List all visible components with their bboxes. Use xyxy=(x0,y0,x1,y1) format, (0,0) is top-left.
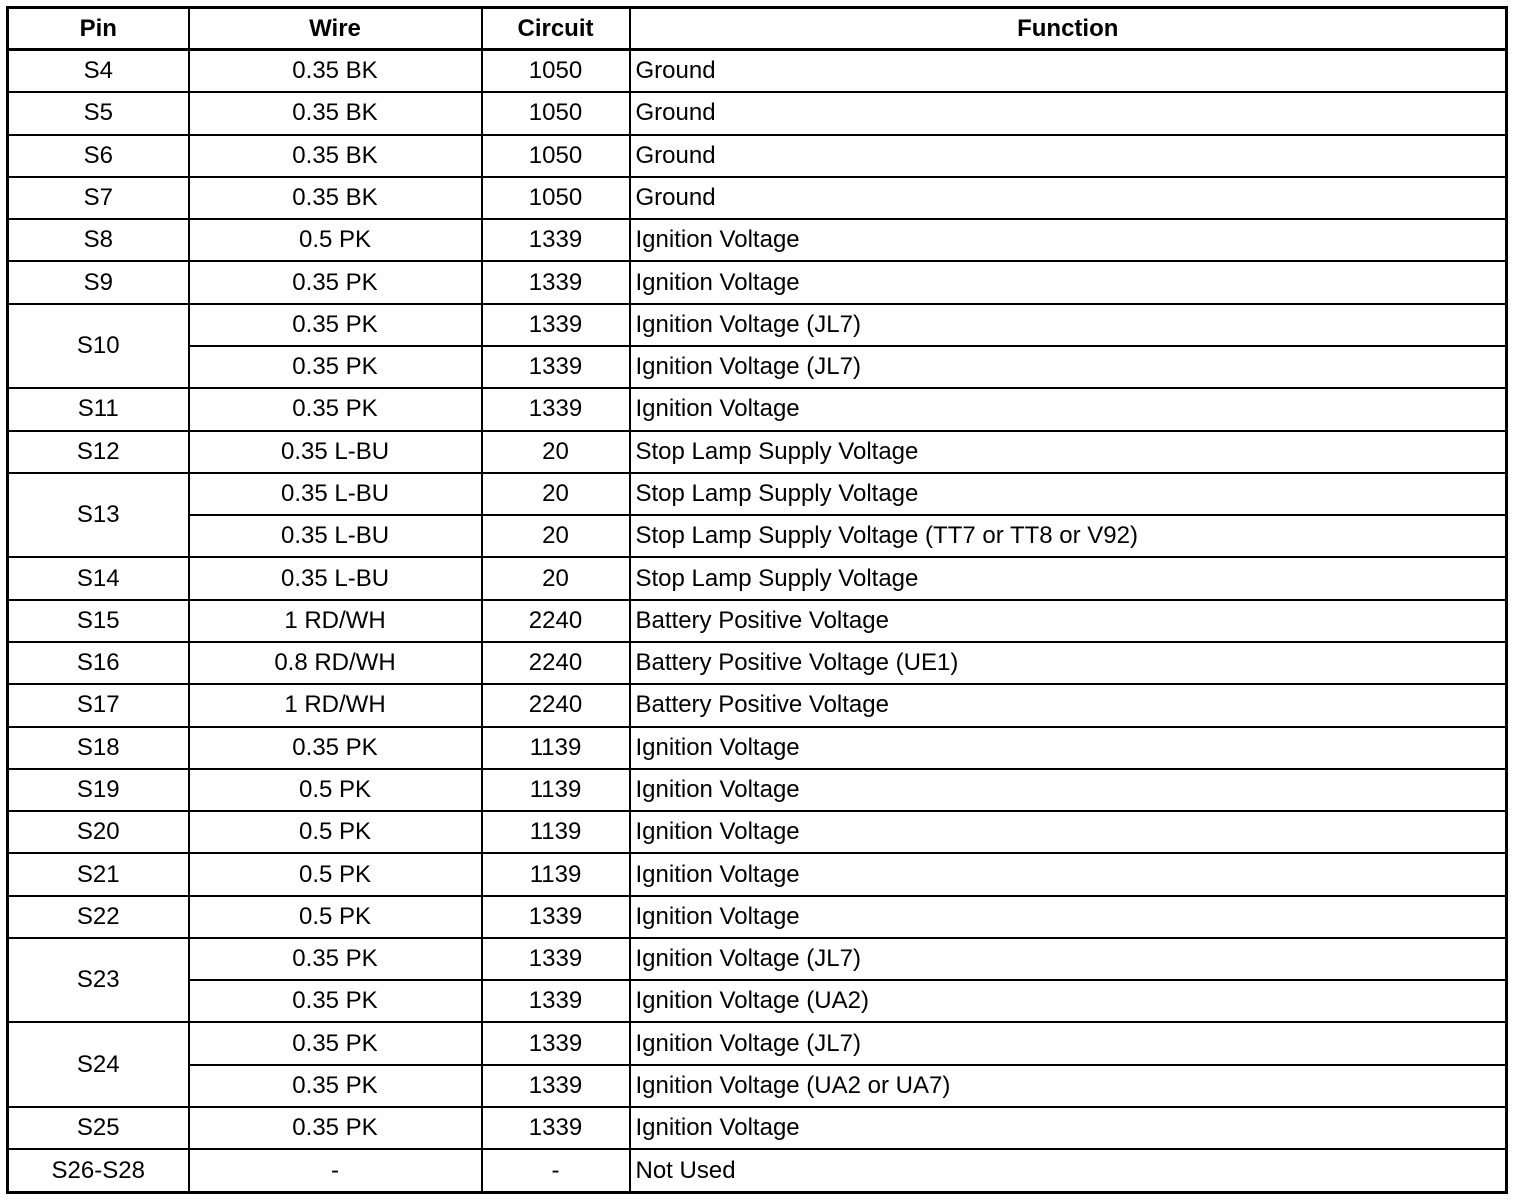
table-row xyxy=(8,642,1507,684)
table-row xyxy=(8,980,1507,1022)
wire-cell: 0.35 PK xyxy=(189,346,482,388)
circuit-cell: 2240 xyxy=(482,642,630,684)
table-row xyxy=(8,896,1507,938)
wire-cell: 0.35 BK xyxy=(189,135,482,177)
pin-cell: S5 xyxy=(8,92,189,134)
table-row xyxy=(8,388,1507,430)
function-cell: Not Used xyxy=(630,1149,1507,1192)
wire-cell: 0.5 PK xyxy=(189,811,482,853)
pin-cell: S7 xyxy=(8,177,189,219)
table-row xyxy=(8,684,1507,726)
table-row xyxy=(8,50,1507,93)
wire-cell: 0.35 PK xyxy=(189,1022,482,1064)
pin-cell: S11 xyxy=(8,388,189,430)
wire-cell: 0.35 PK xyxy=(189,304,482,346)
circuit-cell: 1339 xyxy=(482,388,630,430)
function-cell: Battery Positive Voltage (UE1) xyxy=(630,642,1507,684)
table-row xyxy=(8,811,1507,853)
table-row xyxy=(8,431,1507,473)
wire-cell: 0.35 L-BU xyxy=(189,557,482,599)
pin-cell: S13 xyxy=(8,473,189,558)
circuit-cell: 20 xyxy=(482,515,630,557)
function-cell: Stop Lamp Supply Voltage xyxy=(630,557,1507,599)
circuit-cell: 20 xyxy=(482,557,630,599)
pin-cell: S22 xyxy=(8,896,189,938)
circuit-cell: 1139 xyxy=(482,853,630,895)
function-cell: Ignition Voltage (JL7) xyxy=(630,938,1507,980)
table-row xyxy=(8,769,1507,811)
circuit-cell: 20 xyxy=(482,473,630,515)
wire-cell: 0.35 PK xyxy=(189,1065,482,1107)
function-cell: Battery Positive Voltage xyxy=(630,684,1507,726)
circuit-cell: 1139 xyxy=(482,811,630,853)
function-cell: Stop Lamp Supply Voltage (TT7 or TT8 or V92) xyxy=(630,515,1507,557)
wire-cell: 1 RD/WH xyxy=(189,684,482,726)
pin-cell: S21 xyxy=(8,853,189,895)
wire-cell: 0.35 PK xyxy=(189,727,482,769)
header-wire: Wire xyxy=(189,8,482,50)
function-cell: Ignition Voltage (UA2) xyxy=(630,980,1507,1022)
wire-cell: 0.35 L-BU xyxy=(189,473,482,515)
circuit-cell: 1339 xyxy=(482,938,630,980)
function-cell: Ignition Voltage (JL7) xyxy=(630,346,1507,388)
table-row xyxy=(8,346,1507,388)
function-cell: Ignition Voltage xyxy=(630,388,1507,430)
table-row xyxy=(8,515,1507,557)
table-row xyxy=(8,135,1507,177)
table-row xyxy=(8,304,1507,346)
pin-cell: S8 xyxy=(8,219,189,261)
circuit-cell: 1339 xyxy=(482,1022,630,1064)
wire-cell: 0.35 BK xyxy=(189,50,482,93)
wire-cell: 0.5 PK xyxy=(189,769,482,811)
connector-pinout-table xyxy=(6,6,1508,1194)
circuit-cell: 1050 xyxy=(482,50,630,93)
function-cell: Ignition Voltage xyxy=(630,219,1507,261)
pin-cell: S24 xyxy=(8,1022,189,1107)
wire-cell: - xyxy=(189,1149,482,1192)
table-row xyxy=(8,1149,1507,1192)
function-cell: Ground xyxy=(630,177,1507,219)
function-cell: Ignition Voltage xyxy=(630,853,1507,895)
wire-cell: 0.35 L-BU xyxy=(189,515,482,557)
circuit-cell: 1339 xyxy=(482,1065,630,1107)
circuit-cell: 20 xyxy=(482,431,630,473)
pin-cell: S17 xyxy=(8,684,189,726)
circuit-cell: 2240 xyxy=(482,684,630,726)
pin-cell: S10 xyxy=(8,304,189,389)
function-cell: Ground xyxy=(630,50,1507,93)
pin-cell: S16 xyxy=(8,642,189,684)
function-cell: Ignition Voltage xyxy=(630,1107,1507,1149)
circuit-cell: 1339 xyxy=(482,219,630,261)
wire-cell: 0.35 PK xyxy=(189,980,482,1022)
header-pin: Pin xyxy=(8,8,189,50)
wire-cell: 0.5 PK xyxy=(189,219,482,261)
table-row xyxy=(8,600,1507,642)
circuit-cell: 1339 xyxy=(482,346,630,388)
wire-cell: 0.35 BK xyxy=(189,92,482,134)
table-row xyxy=(8,1065,1507,1107)
wire-cell: 0.8 RD/WH xyxy=(189,642,482,684)
function-cell: Stop Lamp Supply Voltage xyxy=(630,473,1507,515)
wire-cell: 0.35 L-BU xyxy=(189,431,482,473)
pin-cell: S18 xyxy=(8,727,189,769)
circuit-cell: 1339 xyxy=(482,304,630,346)
circuit-cell: 1050 xyxy=(482,177,630,219)
table-body xyxy=(8,50,1507,1193)
pin-cell: S6 xyxy=(8,135,189,177)
circuit-cell: - xyxy=(482,1149,630,1192)
table-row xyxy=(8,92,1507,134)
circuit-cell: 1050 xyxy=(482,135,630,177)
pin-cell: S14 xyxy=(8,557,189,599)
wire-cell: 0.35 PK xyxy=(189,938,482,980)
table-row xyxy=(8,1107,1507,1149)
function-cell: Ignition Voltage xyxy=(630,261,1507,303)
function-cell: Ignition Voltage (UA2 or UA7) xyxy=(630,1065,1507,1107)
pin-cell: S20 xyxy=(8,811,189,853)
pin-cell: S9 xyxy=(8,261,189,303)
wire-cell: 1 RD/WH xyxy=(189,600,482,642)
function-cell: Ignition Voltage xyxy=(630,896,1507,938)
table-row xyxy=(8,261,1507,303)
header-row xyxy=(8,8,1507,50)
circuit-cell: 1339 xyxy=(482,261,630,303)
table-row xyxy=(8,938,1507,980)
function-cell: Ignition Voltage xyxy=(630,811,1507,853)
circuit-cell: 2240 xyxy=(482,600,630,642)
function-cell: Ground xyxy=(630,92,1507,134)
wire-cell: 0.35 PK xyxy=(189,261,482,303)
pin-cell: S26-S28 xyxy=(8,1149,189,1192)
function-cell: Ignition Voltage xyxy=(630,769,1507,811)
function-cell: Ignition Voltage (JL7) xyxy=(630,304,1507,346)
wire-cell: 0.35 PK xyxy=(189,1107,482,1149)
pin-cell: S15 xyxy=(8,600,189,642)
pin-cell: S25 xyxy=(8,1107,189,1149)
wire-cell: 0.5 PK xyxy=(189,896,482,938)
table-row xyxy=(8,473,1507,515)
table-row xyxy=(8,219,1507,261)
circuit-cell: 1139 xyxy=(482,769,630,811)
function-cell: Stop Lamp Supply Voltage xyxy=(630,431,1507,473)
function-cell: Ignition Voltage xyxy=(630,727,1507,769)
circuit-cell: 1050 xyxy=(482,92,630,134)
function-cell: Battery Positive Voltage xyxy=(630,600,1507,642)
table-row xyxy=(8,177,1507,219)
circuit-cell: 1339 xyxy=(482,1107,630,1149)
header-circuit: Circuit xyxy=(482,8,630,50)
pin-cell: S19 xyxy=(8,769,189,811)
circuit-cell: 1339 xyxy=(482,980,630,1022)
wire-cell: 0.5 PK xyxy=(189,853,482,895)
circuit-cell: 1139 xyxy=(482,727,630,769)
table-header xyxy=(8,8,1507,50)
function-cell: Ground xyxy=(630,135,1507,177)
pin-cell: S4 xyxy=(8,50,189,93)
header-function: Function xyxy=(630,8,1507,50)
wire-cell: 0.35 PK xyxy=(189,388,482,430)
table-row xyxy=(8,853,1507,895)
table-row xyxy=(8,727,1507,769)
pin-cell: S12 xyxy=(8,431,189,473)
function-cell: Ignition Voltage (JL7) xyxy=(630,1022,1507,1064)
pin-cell: S23 xyxy=(8,938,189,1023)
circuit-cell: 1339 xyxy=(482,896,630,938)
wire-cell: 0.35 BK xyxy=(189,177,482,219)
table-row xyxy=(8,1022,1507,1064)
table-row xyxy=(8,557,1507,599)
